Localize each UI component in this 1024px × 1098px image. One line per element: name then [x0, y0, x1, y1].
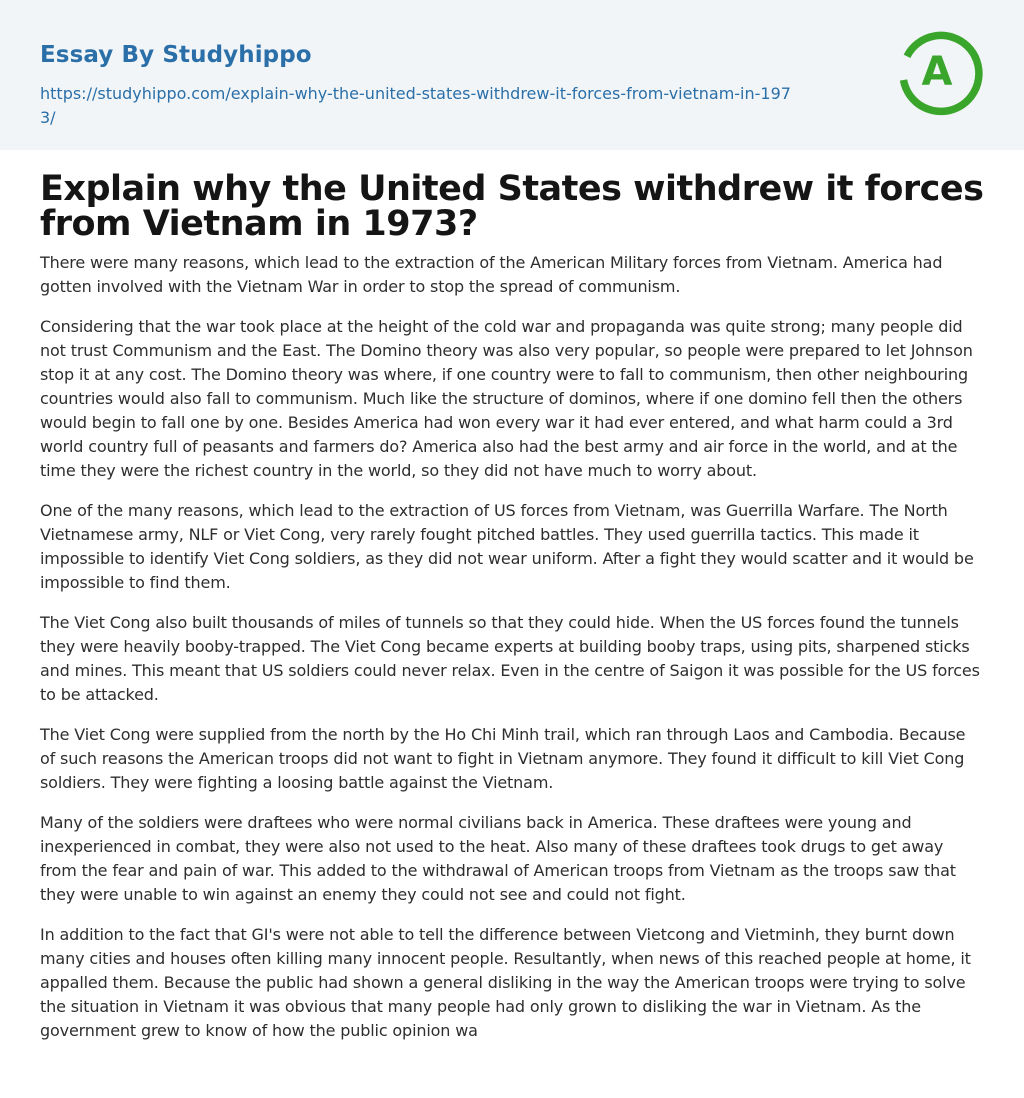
essay-url-link[interactable]: https://studyhippo.com/explain-why-the-united-states-withdrew-it-forces-from-vietnam-in-1973/	[40, 84, 791, 127]
essay-paragraph: There were many reasons, which lead to the extraction of the American Military forces from Vietnam. America had gotten involved with the Vietnam War in order to stop the spread of communism.	[40, 253, 943, 296]
essay-paragraph: Many of the soldiers were draftees who were normal civilians back in America. These draftees were young and inexperienced in combat, they were also not used to the heat. Also many of these draftees took drugs to get away from the fear and pain of war. This added to the withdrawal of American troops from Vietnam as the troops saw that they were unable to win against an enemy they could not see and could not fight.	[40, 813, 956, 904]
site-header	[0, 0, 1024, 150]
essay-content	[0, 169, 1024, 1043]
site-brand[interactable]: Essay By Studyhippo	[40, 42, 312, 68]
essay-paragraph: One of the many reasons, which lead to the extraction of US forces from Vietnam, was Guerrilla Warfare. The North Vietnamese army, NLF or Viet Cong, very rarely fought pitched battles. They used guerrilla tactics. This made it impossible to identify Viet Cong soldiers, as they did not wear uniform. After a fight they would scatter and it would be impossible to find them.	[40, 501, 974, 592]
essay-paragraph: The Viet Cong also built thousands of miles of tunnels so that they could hide. When the US forces found the tunnels they were heavily booby-trapped. The Viet Cong became experts at building booby traps, using pits, sharpened sticks and mines. This meant that US soldiers could never relax. Even in the centre of Saigon it was possible for the US forces to be attacked.	[40, 613, 980, 704]
essay-paragraph: The Viet Cong were supplied from the north by the Ho Chi Minh trail, which ran through Laos and Cambodia. Because of such reasons the American troops did not want to fight in Vietnam anymore. They found it difficult to kill Viet Cong soldiers. They were fighting a loosing battle against the Vietnam.	[40, 725, 966, 792]
essay-paragraph: In addition to the fact that GI's were not able to tell the difference between Vietcong and Vietminh, they burnt down many cities and houses often killing many innocent people. Resultantly, when news of this reached people at home, it appalled them. Because the public had shown a general disliking in the way the American troops were trying to solve the situation in Vietnam it was obvious that many people had only grown to disliking the war in Vietnam. As the government grew to know of how the public opinion wa	[40, 925, 971, 1040]
essay-paragraph: Considering that the war took place at the height of the cold war and propaganda was quite strong; many people did not trust Communism and the East. The Domino theory was also very popular, so people were prepared to let Johnson stop it at any cost. The Domino theory was where, if one country were to fall to communism, then other neighbouring countries would also fall to communism. Much like the structure of dominos, where if one domino fell then the others would begin to fall one by one. Besides America had won every war it had ever entered, and what harm could a 3rd world country full of peasants and farmers do? America also had the best army and air force in the world, and at the time they were the richest country in the world, so they did not have much to worry about.	[40, 317, 973, 480]
studyhippo-logo-icon[interactable]	[896, 28, 986, 118]
essay-title: Explain why the United States withdrew it forces from Vietnam in 1973?	[40, 169, 984, 244]
logo-letter: A	[921, 49, 953, 95]
